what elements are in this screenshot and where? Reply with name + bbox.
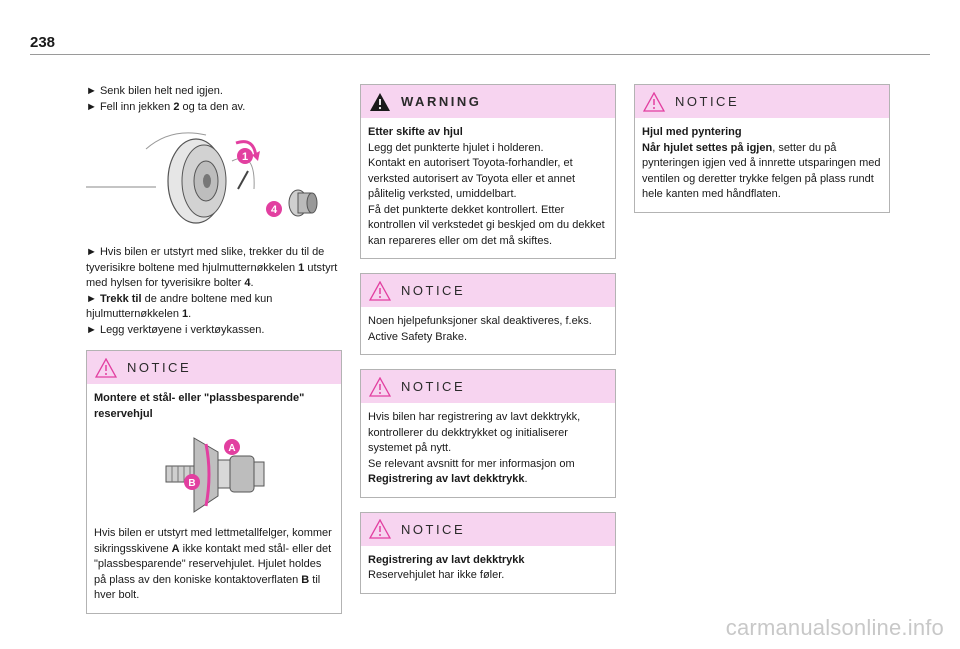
warning-heading: Etter skifte av hjul [368,126,463,138]
warning-title: WARNING [401,94,482,109]
warning-line-2: Kontakt en autorisert Toyota-forhandler, et verksted autorisert av Toyota eller et annet pålitelig verksted, umiddelbart. [368,157,576,200]
svg-text:4: 4 [270,204,278,216]
bullet-store-tools: ► Legg verktøyene i verktøykassen. [86,323,265,336]
notice-box-spare-wheel [86,350,342,614]
notice-text: Hvis bilen er utstyrt med lettmetallfelger, kommer sikringsskivene A ikke kontakt med stål- eller det "plassbesparende" reservehjulet. Hjulet holdes på plass av den koniske kontaktoverflaten B til hver bolt. [94,527,332,601]
notice-box-safety [360,273,616,355]
bolt-illustration [94,430,334,522]
spare-wheel-shape [168,139,226,223]
bullet-anti-theft: ► Hvis bilen er utstyrt med slike, trekker du til de tyverisikre boltene med hjulmutternøkkelen 1 utstyrt med hylsen for tyverisikre bolter 4. [86,246,338,289]
notice-header [87,351,341,384]
notice-title: NOTICE [127,360,192,375]
notice-title: NOTICE [401,283,466,298]
watermark: carmanualsonline.info [725,615,944,640]
page-number: 238 [30,34,56,51]
column-1 [86,84,342,628]
column-3 [634,84,890,227]
notice-reference: Se relevant avsnitt for mer informasjon om Registrering av lavt dekktrykk. [368,457,575,485]
svg-text:1: 1 [241,151,249,163]
bullet-list-bottom [86,245,342,338]
warning-header [361,85,615,118]
warning-line-1: Legg det punkterte hjulet i holderen. [368,141,544,154]
warning-box [360,84,616,259]
bullet-fold-jack: ► Fell inn jekken 2 og ta den av. [86,100,246,113]
notice-heading: Montere et stål- eller "plassbesparende" reservehjul [94,392,305,420]
bullet-list-top [86,84,342,115]
notice-heading: Hjul med pyntering [642,126,742,138]
svg-text:A: A [228,443,236,454]
header-rule [30,54,930,55]
notice-text: Når hjulet settes på igjen, setter du på pynteringen igjen ved å innrette utsparingen med ventilen og deretter trykke felgen på plass rundt hele kanten med håndflaten. [642,141,881,200]
bullet-lower-car: ► Senk bilen helt ned igjen. [86,85,223,97]
warning-triangle-icon [95,358,117,378]
column-2 [360,84,616,608]
notice-title: NOTICE [401,379,466,394]
anti-theft-socket-shape [289,190,317,216]
notice-text: Reservehjulet har ikke føler. [368,569,505,581]
warning-triangle-icon [369,92,391,112]
warning-triangle-icon [643,92,665,112]
notice-title: NOTICE [401,521,466,537]
notice-text: Noen hjelpefunksjoner skal deaktiveres, f.eks. Active Safety Brake. [368,315,592,343]
notice-heading: Registrering av lavt dekktrykk [368,553,525,566]
notice-title: NOTICE [675,94,740,109]
warning-triangle-icon [369,519,391,539]
notice-text: Hvis bilen har registrering av lavt dekktrykk, kontrollerer du dekktrykket og initialiserer systemet på nytt. [368,411,581,454]
wheel-illustration [86,129,342,229]
bolt-shape [166,438,264,512]
bullet-tighten: ► Trekk til de andre boltene med kun hjulmutternøkkelen 1. [86,292,273,320]
warning-triangle-icon [369,281,391,301]
warning-triangle-icon [369,377,391,397]
warning-line-3: Få det punkterte dekket kontrollert. Etter kontrollen vil verkstedet gi beskjed om du dekket kan repareres eller om det må skiftes. [368,203,605,247]
notice-box-spare-sensor [360,512,616,594]
notice-box-tyre-pressure [360,369,616,498]
svg-text:B: B [188,478,196,489]
notice-box-trim-ring [634,84,890,213]
